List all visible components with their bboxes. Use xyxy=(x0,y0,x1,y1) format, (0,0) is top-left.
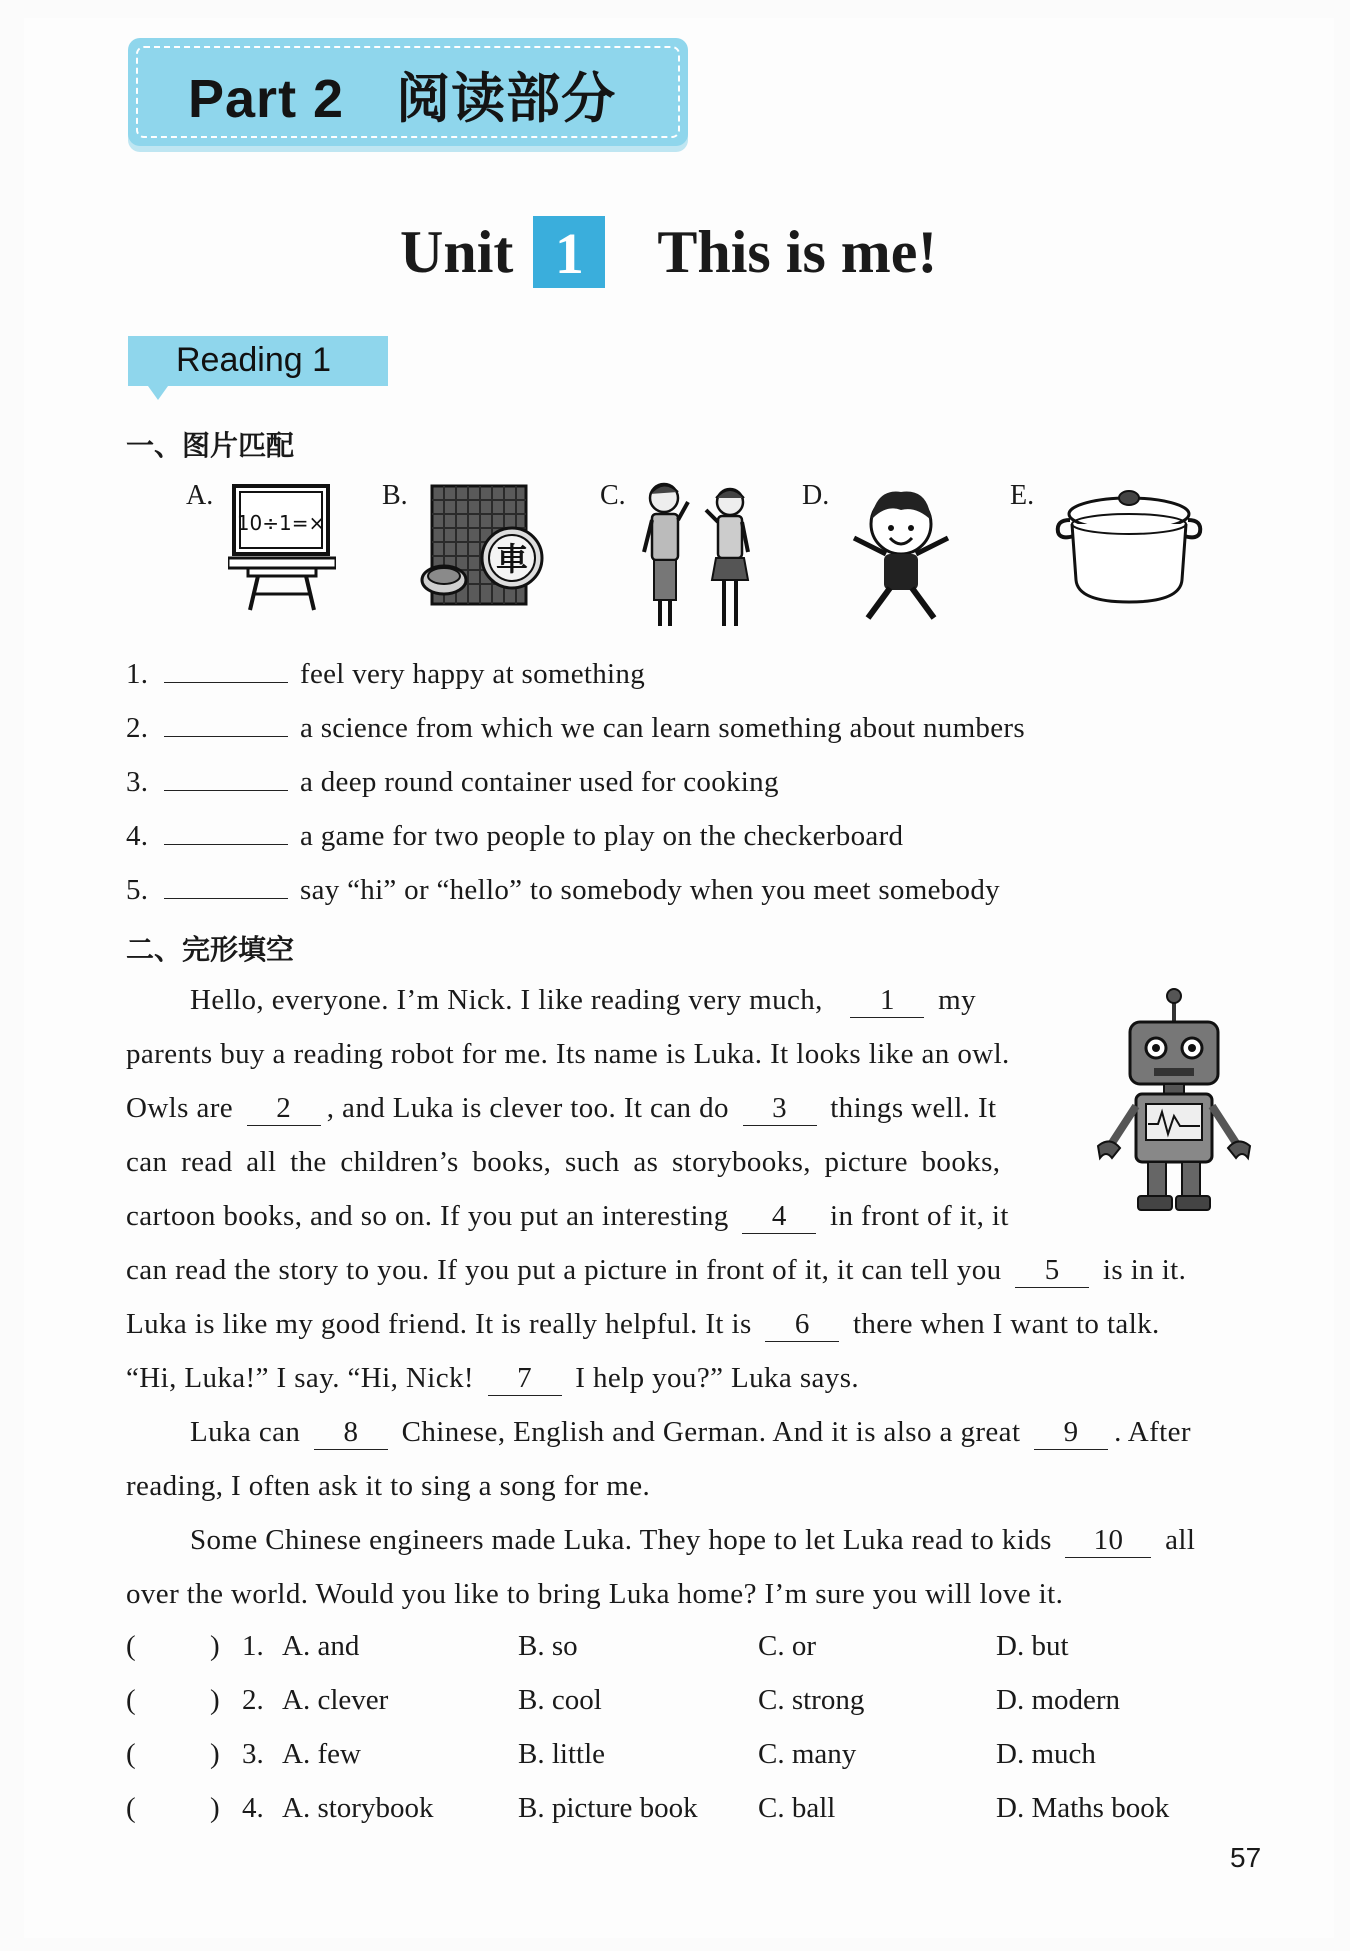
passage-text: Luka can xyxy=(190,1416,301,1448)
blackboard-math-icon xyxy=(228,484,336,619)
option-c[interactable]: C. or xyxy=(758,1630,816,1662)
question-row-3 xyxy=(126,1738,1246,1778)
passage-text: cartoon books, and so on. If you put an interesting xyxy=(126,1200,729,1232)
option-d[interactable]: D. but xyxy=(996,1630,1069,1662)
answer-paren-open[interactable]: ( xyxy=(126,1684,136,1716)
gap-8[interactable]: 8 xyxy=(314,1416,388,1450)
part-title-en: Part 2 xyxy=(188,69,345,129)
answer-paren-close: ) xyxy=(210,1630,220,1662)
board-text: 10÷1=× xyxy=(236,511,326,535)
passage-line-5 xyxy=(126,1200,1009,1234)
question-number: 4. xyxy=(242,1792,264,1824)
match-item-number: 1. xyxy=(126,658,149,690)
option-b[interactable]: B. cool xyxy=(518,1684,602,1716)
passage-line-3 xyxy=(126,1092,997,1126)
option-c[interactable]: C. strong xyxy=(758,1684,865,1716)
passage-text: , and Luka is clever too. It can do xyxy=(326,1092,729,1124)
passage-text: Owls are xyxy=(126,1092,234,1124)
match-item-3 xyxy=(126,764,779,799)
gap-2[interactable]: 2 xyxy=(247,1092,321,1126)
passage-line-2: parents buy a reading robot for me. Its name is Luka. It looks like an owl. xyxy=(126,1038,1010,1070)
passage-text: there when I want to talk. xyxy=(852,1308,1160,1340)
question-row-1 xyxy=(126,1630,1246,1670)
passage-text: my xyxy=(938,984,976,1016)
part-title-cn: 阅读部分 xyxy=(396,69,617,129)
unit-word: Unit xyxy=(400,219,514,285)
chess-piece-text: 車 xyxy=(495,540,529,578)
page-number: 57 xyxy=(1230,1842,1262,1873)
passage-line-1 xyxy=(190,984,976,1018)
passage-line-10: reading, I often ask it to sing a song for me. xyxy=(126,1470,651,1502)
answer-paren-open[interactable]: ( xyxy=(126,1630,136,1662)
option-d[interactable]: D. Maths book xyxy=(996,1792,1170,1824)
chinese-chess-icon xyxy=(420,484,550,615)
picture-letter-d: D. xyxy=(802,480,830,511)
reading-label: Reading 1 xyxy=(176,341,332,379)
option-c[interactable]: C. many xyxy=(758,1738,857,1770)
question-row-2 xyxy=(126,1684,1246,1724)
option-b[interactable]: B. picture book xyxy=(518,1792,698,1824)
gap-5[interactable]: 5 xyxy=(1015,1254,1089,1288)
gap-1[interactable]: 1 xyxy=(850,984,924,1018)
passage-line-4: can read all the children’s books, such as storybooks, picture books, xyxy=(126,1146,1001,1178)
passage-text: things well. It xyxy=(830,1092,997,1124)
match-item-number: 3. xyxy=(126,766,149,798)
passage-text: is in it. xyxy=(1102,1254,1187,1286)
option-d[interactable]: D. modern xyxy=(996,1684,1121,1716)
match-item-text: a deep round container used for cooking xyxy=(300,766,779,798)
gap-3[interactable]: 3 xyxy=(743,1092,817,1126)
section-heading-picture-matching: 一、图片匹配 xyxy=(126,429,295,462)
passage-text: Chinese, English and German. And it is also a great xyxy=(401,1416,1021,1448)
reading-tag xyxy=(128,336,388,386)
option-b[interactable]: B. so xyxy=(518,1630,578,1662)
answer-paren-open[interactable]: ( xyxy=(126,1738,136,1770)
section-heading-cloze: 二、完形填空 xyxy=(126,933,295,966)
gap-6[interactable]: 6 xyxy=(765,1308,839,1342)
answer-paren-close: ) xyxy=(210,1684,220,1716)
answer-blank[interactable] xyxy=(164,872,288,899)
happy-jumping-boy-icon xyxy=(846,480,956,633)
passage-text: Some Chinese engineers made Luka. They hope to let Luka read to kids xyxy=(190,1524,1052,1556)
cooking-pot-icon xyxy=(1054,484,1204,613)
part-title xyxy=(188,56,616,133)
answer-blank[interactable] xyxy=(164,656,288,683)
passage-text: in front of it, it xyxy=(830,1200,1009,1232)
picture-letter-b: B. xyxy=(382,480,408,511)
match-item-number: 4. xyxy=(126,820,149,852)
passage-text: I help you?” Luka says. xyxy=(575,1362,860,1394)
passage-text: all xyxy=(1165,1524,1196,1556)
picture-letter-e: E. xyxy=(1010,480,1035,511)
match-item-4 xyxy=(126,818,903,853)
unit-heading: This is me! xyxy=(657,219,938,285)
match-item-text: a science from which we can learn something about numbers xyxy=(300,712,1025,744)
gap-10[interactable]: 10 xyxy=(1065,1524,1151,1558)
passage-line-11 xyxy=(190,1524,1195,1558)
two-children-greeting-icon xyxy=(632,476,762,641)
question-number: 3. xyxy=(242,1738,264,1770)
match-item-number: 5. xyxy=(126,874,149,906)
gap-7[interactable]: 7 xyxy=(488,1362,562,1396)
option-a[interactable]: A. and xyxy=(282,1630,360,1662)
gap-4[interactable]: 4 xyxy=(742,1200,816,1234)
part-banner xyxy=(128,38,688,146)
passage-line-12: over the world. Would you like to bring Luka home? I’m sure you will love it. xyxy=(126,1578,1064,1610)
answer-blank[interactable] xyxy=(164,764,288,791)
passage-text: . After xyxy=(1114,1416,1191,1448)
match-item-text: say “hi” or “hello” to somebody when you meet somebody xyxy=(300,874,1000,906)
option-a[interactable]: A. storybook xyxy=(282,1792,434,1824)
passage-line-7 xyxy=(126,1308,1160,1342)
picture-letter-c: C. xyxy=(600,480,626,511)
answer-blank[interactable] xyxy=(164,710,288,737)
match-item-text: a game for two people to play on the checkerboard xyxy=(300,820,904,852)
question-row-4 xyxy=(126,1792,1246,1832)
match-item-1 xyxy=(126,656,645,691)
option-a[interactable]: A. clever xyxy=(282,1684,389,1716)
answer-blank[interactable] xyxy=(164,818,288,845)
match-item-number: 2. xyxy=(126,712,149,744)
passage-text: can read the story to you. If you put a picture in front of it, it can tell you xyxy=(126,1254,1002,1286)
passage-line-9 xyxy=(190,1416,1191,1450)
match-item-5 xyxy=(126,872,1000,907)
passage-text: Luka is like my good friend. It is really helpful. It is xyxy=(126,1308,752,1340)
question-number: 1. xyxy=(242,1630,264,1662)
match-item-text: feel very happy at something xyxy=(300,658,646,690)
answer-paren-close: ) xyxy=(210,1792,220,1824)
passage-text: “Hi, Luka!” I say. “Hi, Nick! xyxy=(126,1362,474,1394)
passage-line-8 xyxy=(126,1362,859,1396)
option-d[interactable]: D. much xyxy=(996,1738,1096,1770)
unit-title xyxy=(400,218,937,294)
option-a[interactable]: A. few xyxy=(282,1738,361,1770)
question-number: 2. xyxy=(242,1684,264,1716)
match-item-2 xyxy=(126,710,1025,745)
passage-line-6 xyxy=(126,1254,1186,1288)
option-c[interactable]: C. ball xyxy=(758,1792,836,1824)
answer-paren-close: ) xyxy=(210,1738,220,1770)
option-b[interactable]: B. little xyxy=(518,1738,605,1770)
unit-number-badge: 1 xyxy=(533,216,605,288)
picture-letter-a: A. xyxy=(186,480,214,511)
reading-robot-icon xyxy=(1090,986,1258,1221)
answer-paren-open[interactable]: ( xyxy=(126,1792,136,1824)
gap-9[interactable]: 9 xyxy=(1034,1416,1108,1450)
passage-text: Hello, everyone. I’m Nick. I like reading very much, xyxy=(190,984,823,1016)
